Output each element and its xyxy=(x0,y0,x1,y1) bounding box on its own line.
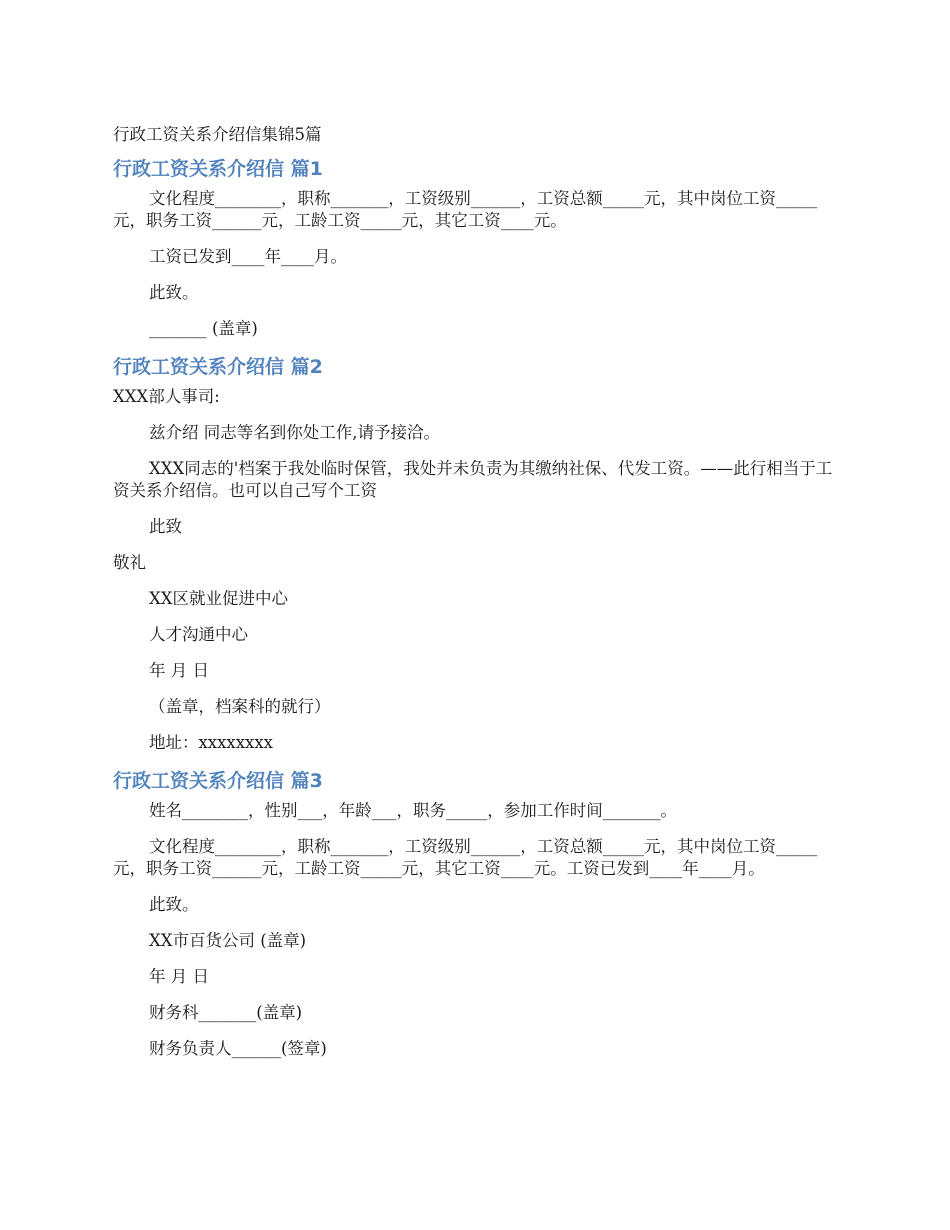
paragraph: XXX部人事司: xyxy=(113,387,220,406)
paragraph: 年 月 日 xyxy=(149,661,209,680)
section-heading-2: 行政工资关系介绍信 篇2 xyxy=(113,356,323,378)
paragraph: 敬礼 xyxy=(113,553,146,572)
paragraph: XXX同志的'档案于我处临时保管，我处并未负责为其缴纳社保、代发工资。——此行相当于工资关系介绍信。也可以自己写个工资 xyxy=(113,459,833,500)
paragraph: 财务负责人______(签章) xyxy=(149,1039,327,1058)
paragraph: （盖章，档案科的就行） xyxy=(149,697,331,716)
paragraph: 人才沟通中心 xyxy=(149,625,248,644)
paragraph: 兹介绍 同志等名到你处工作,请予接洽。 xyxy=(149,423,440,442)
document-page xyxy=(113,122,833,1074)
paragraph: _______ (盖章) xyxy=(149,319,258,338)
paragraph: 工资已发到____年____月。 xyxy=(149,247,347,266)
paragraph: 姓名________，性别___，年龄___，职务_____，参加工作时间_______。 xyxy=(149,801,677,820)
paragraph: 此致。 xyxy=(149,895,199,914)
section-heading-1: 行政工资关系介绍信 篇1 xyxy=(113,158,323,180)
paragraph: 财务科_______(盖章) xyxy=(149,1003,303,1022)
section-heading-3: 行政工资关系介绍信 篇3 xyxy=(113,770,323,792)
paragraph: 文化程度________，职称_______，工资级别______，工资总额_____元，其中岗位工资_____元，职务工资______元，工龄工资_____元，其它工资____元。工资已发到____年____月。 xyxy=(113,837,818,878)
paragraph: XX区就业促进中心 xyxy=(149,589,288,608)
paragraph: 此致。 xyxy=(149,283,199,302)
document-title: 行政工资关系介绍信集锦5篇 xyxy=(113,125,322,144)
paragraph: XX市百货公司 (盖章) xyxy=(149,931,307,950)
paragraph: 此致 xyxy=(149,517,182,536)
paragraph: 地址：xxxxxxxx xyxy=(149,733,273,752)
paragraph: 文化程度________，职称_______，工资级别______，工资总额_____元，其中岗位工资_____元，职务工资______元，工龄工资_____元，其它工资____元。 xyxy=(113,189,818,230)
paragraph: 年 月 日 xyxy=(149,967,209,986)
